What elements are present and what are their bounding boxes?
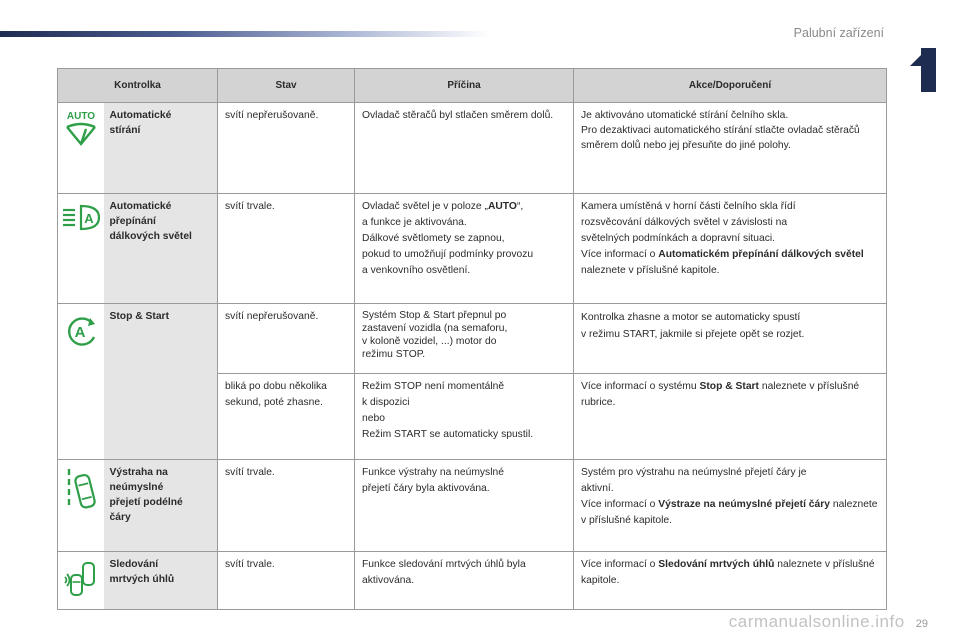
name-auto-wipe: Automatické stírání xyxy=(104,103,218,194)
cause-stop-start-2: Režim STOP není momentálně k dispozici nebo Režim START se automaticky spustil. xyxy=(355,374,574,460)
page-number: 29 xyxy=(915,618,928,630)
action-stop-start-1: Kontrolka zhasne a motor se automaticky spustí v režimu START, jakmile si přejete opět se rozjet. xyxy=(574,304,887,374)
name-stop-start: Stop & Start xyxy=(104,304,218,460)
action-auto-beam: Kamera umístěná v horní části čelního skla řídí rozsvěcování dálkových světel v závislosti na světelných podmínkách a dopravní situaci. Více informací o Automatickém přepínání dálkových světel naleznete v příslušné kapitole. xyxy=(574,194,887,304)
table-row-blind xyxy=(58,552,887,610)
lane-departure-icon xyxy=(58,460,104,552)
state-stop-start-1: svítí nepřerušovaně. xyxy=(218,304,355,374)
svg-text:A: A xyxy=(74,324,86,341)
stop-start-icon xyxy=(58,304,104,460)
state-auto-beam: svítí trvale. xyxy=(218,194,355,304)
cause-auto-wipe: Ovladač stěračů byl stlačen směrem dolů. xyxy=(355,103,574,194)
col-header-stav: Stav xyxy=(218,69,355,103)
warning-lights-table xyxy=(57,68,887,610)
table-row-lane xyxy=(58,460,887,552)
action-blind: Více informací o Sledování mrtvých úhlů naleznete v příslušné kapitole. xyxy=(574,552,887,610)
header-gradient-bar xyxy=(0,31,490,37)
chapter-number-tab xyxy=(910,48,936,92)
cause-stop-start-1: Systém Stop & Start přepnul po zastavení vozidla (na semaforu, v koloně vozidel, ...) motor do režimu STOP. xyxy=(355,304,574,374)
footer xyxy=(729,612,928,632)
watermark: carmanualsonline.info xyxy=(728,612,905,631)
table-header-row xyxy=(58,69,887,103)
cause-lane: Funkce výstrahy na neúmyslné přejetí čáry byla aktivována. xyxy=(355,460,574,552)
action-lane: Systém pro výstrahu na neúmyslné přejetí čáry je aktivní. Více informací o Výstraze na neúmyslné přejetí čáry naleznete v příslušné kapitole. xyxy=(574,460,887,552)
auto-wiper-icon xyxy=(58,103,104,194)
col-header-kontrolka: Kontrolka xyxy=(58,69,218,103)
svg-text:A: A xyxy=(84,211,94,226)
name-lane: Výstraha na neúmyslné přejetí podélné čáry xyxy=(104,460,218,552)
cause-auto-beam: Ovladač světel je v poloze „AUTO“, a funkce je aktivována. Dálkové světlomety se zapnou, pokud to umožňují podmínky provozu a venkovního osvětlení. xyxy=(355,194,574,304)
name-blind: Sledování mrtvých úhlů xyxy=(104,552,218,610)
section-title: Palubní zařízení xyxy=(793,26,884,40)
table-row-stop-start-1 xyxy=(58,304,887,374)
cause-blind: Funkce sledování mrtvých úhlů byla aktivována. xyxy=(355,552,574,610)
state-auto-wipe: svítí nepřerušovaně. xyxy=(218,103,355,194)
state-blind: svítí trvale. xyxy=(218,552,355,610)
col-header-pricina: Příčina xyxy=(355,69,574,103)
table-row-auto-beam xyxy=(58,194,887,304)
action-stop-start-2: Více informací o systému Stop & Start naleznete v příslušné rubrice. xyxy=(574,374,887,460)
auto-high-beam-icon xyxy=(58,194,104,304)
state-lane: svítí trvale. xyxy=(218,460,355,552)
col-header-akce: Akce/Doporučení xyxy=(574,69,887,103)
name-auto-beam: Automatické přepínání dálkových světel xyxy=(104,194,218,304)
state-stop-start-2: bliká po dobu několika sekund, poté zhasne. xyxy=(218,374,355,460)
blind-spot-icon xyxy=(58,552,104,610)
table-row-auto-wipe xyxy=(58,103,887,194)
svg-text:AUTO: AUTO xyxy=(66,111,95,122)
action-auto-wipe: Je aktivováno utomatické stírání čelního skla. Pro dezaktivaci automatického stírání stlačte ovladač stěračů směrem dolů nebo jej přesuňte do jiné polohy. xyxy=(574,103,887,194)
